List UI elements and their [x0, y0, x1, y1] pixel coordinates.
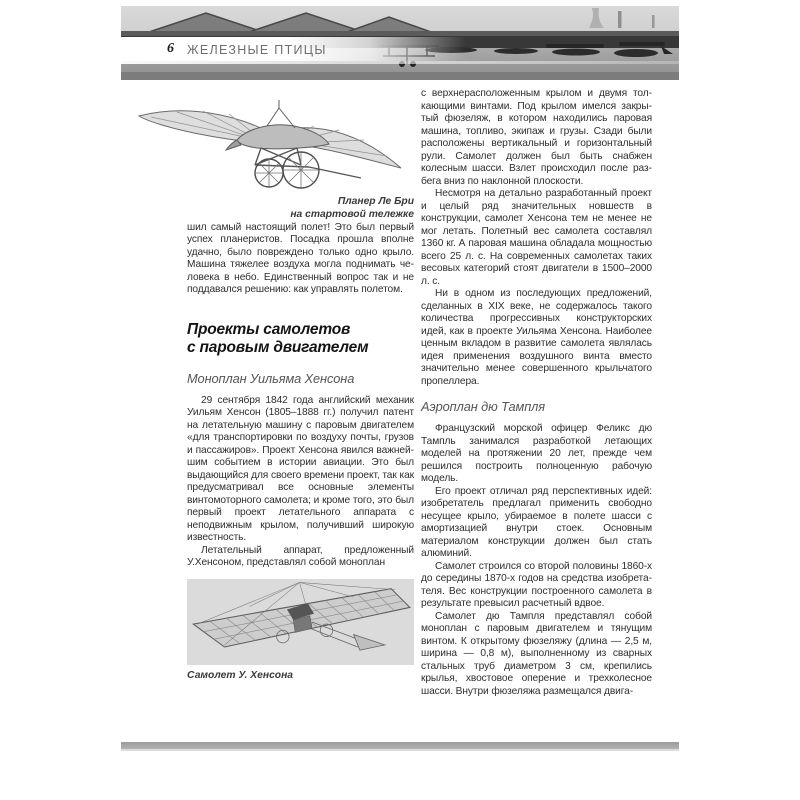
section-heading-line-1: Проекты самолетов: [187, 320, 351, 338]
paragraph: Летательный аппарат, предложенный У.Хенсоном, представлял собой моноплан: [187, 544, 414, 569]
glider-caption-line-2: на стартовой тележке: [290, 208, 414, 220]
page-number: 6: [167, 41, 174, 56]
paragraph-intro: шил самый настоящий полет! Это был первый успех планеристов. Посадка прошла вполне удачно, было повреждено только одно крыло. Машина тяжелее воздуха могла поднимать человека в небо. Единственный вопрос так и не поддавался решению: как управлять полетом.: [187, 221, 414, 296]
henson-figure-caption: Самолет У. Хенсона: [187, 669, 294, 681]
subsection-heading-henson: Моноплан Уильяма Хенсона: [187, 370, 355, 386]
subsection-heading-du-temple: Аэроплан дю Тампля: [421, 399, 546, 414]
header-underline: [121, 61, 679, 64]
paragraph: Ни в одном из последующих предложений, сделанных в XIX веке, не содержалось такого количества прогрессивных конструкторских идей, как в проекте Уильяма Хенсона. Наиболее ценным вкладом в развитие самолета являлась идея применения воздушного винта вместо значительно менее совершенного крыльчатого пропеллера.: [421, 288, 652, 387]
paragraph: Самолет строился со второй половины 1860-х до середины 1870-х годов на средства изобретателя. Вес конструкции построенного самолета в результате превысил расчетный вдвое.: [421, 560, 652, 609]
le-bris-glider-figure: [129, 88, 411, 192]
le-bris-glider-illustration: [129, 88, 411, 192]
page-header: [121, 6, 679, 80]
henson-aircraft-figure: [187, 579, 414, 665]
right-column: [421, 88, 652, 698]
paragraph: 29 сентября 1842 года английский механик Уильям Хенсон (1805–1888 гг.) получил патент на летательную машину с паровым двигателем «для транспортировки по воздуху почты, грузов и пассажиров». Проект Хенсона явился важнейшим событием в истории авиации. Это был выдающийся для своего времени проект, так как предусматривал все основные элементы винтомоторного самолета; и кроме того, это был первый проект летательного аппарата с неподвижным крылом, получивший широкую известность.: [187, 394, 414, 544]
left-column: [187, 88, 414, 682]
header-title-band: [121, 37, 466, 61]
footer-rule: [121, 742, 679, 751]
paragraph: с верхнерасположенным крылом и двумя толкающими винтами. Под крылом имелся закрытый фюзеляж, в котором находились паровая машина, топливо, экипаж и грузы. Сзади были расположены вертикальный и горизонтальный рули. Самолет должен был быть снабжен колесным шасси. Взлет происходил после разбега вниз по наклонной плоскости.: [421, 88, 652, 187]
running-header-title: ЖЕЛЕЗНЫЕ ПТИЦЫ: [187, 42, 327, 57]
paragraph: Самолет дю Тампля представлял собой моноплан с паровым двигателем и тянущим винтом. К открытому фюзеляжу (длина — 2,5 м, ширина — 0,8 м), выполненному из сварных стальных труб диаметром 3 см, крепились крылья, хвостовое оперение и трехколесное шасси. Внутри фюзеляжа размещался двига-: [421, 610, 652, 697]
section-heading: [187, 321, 414, 358]
section-heading-line-2: с паровым двигателем: [187, 339, 369, 357]
paragraph: Его проект отличал ряд перспективных идей: изобретатель предлагал применить свободно несущее крыло, убираемое в полете шасси с амортизацией внутри стоек. Основным материалом конструкции должен был стать алюминий.: [421, 485, 652, 559]
paragraph: Несмотря на детально разработанный проект и целый ряд значительных новшеств в конструкции, самолет Хенсона тем не менее не мог летать. Полетный вес самолета составлял 1360 кг. А паровая машина обладала мощностью всего 25 л. с. На современных самолетах таких весовых категорий стоят двигатели в 1500–2000 л. с.: [421, 188, 652, 287]
glider-caption-line-1: Планер Ле Бри: [337, 196, 414, 207]
glider-figure-caption: [187, 196, 414, 222]
henson-aircraft-illustration: [187, 579, 414, 665]
paragraph: Французский морской офицер Феликс дю Тампль занимался разработкой летающих моделей на протяжении 20 лет, прежде чем решился построить полноценную рабочую модель.: [421, 423, 652, 484]
